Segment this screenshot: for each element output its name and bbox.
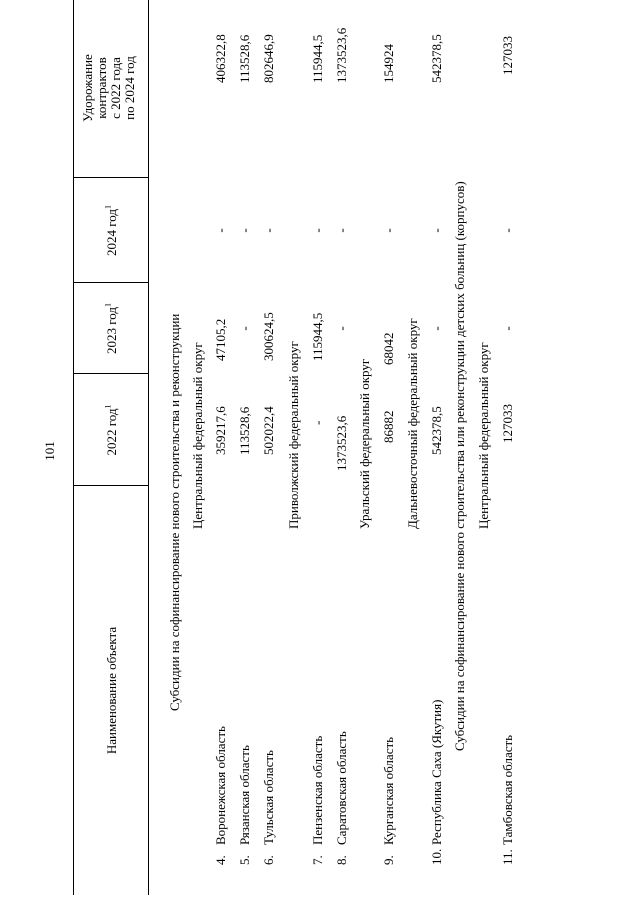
- header-cost-line1: Удорожание: [80, 54, 95, 122]
- page-number: 101: [41, 441, 57, 461]
- value-2023: 115944,5: [310, 312, 325, 361]
- value-2023: 300624,5: [261, 312, 276, 361]
- row-name: Рязанская область: [237, 745, 252, 845]
- value-2023: -: [237, 326, 252, 331]
- row-number: 10.: [429, 848, 444, 865]
- value-total: 154924: [381, 44, 396, 83]
- row-name: Курганская область: [381, 736, 396, 845]
- value-2022: 502022,4: [261, 406, 276, 455]
- value-2023: 47105,2: [213, 318, 228, 361]
- row-number: 6.: [261, 855, 276, 865]
- value-2024: -: [500, 228, 515, 233]
- value-2024: -: [334, 228, 349, 233]
- value-total: 406322,8: [213, 34, 228, 83]
- row-number: 5.: [237, 855, 252, 865]
- value-2023: -: [500, 326, 515, 331]
- section-heading: Субсидии на софинансирование нового строительства и реконструкции: [167, 313, 182, 711]
- header-bottom-rule: [148, 0, 149, 895]
- value-2023: -: [429, 326, 444, 331]
- value-total: 115944,5: [310, 34, 325, 83]
- value-total: 127033: [500, 36, 515, 75]
- value-2022: 86882: [381, 410, 396, 443]
- section-heading: Субсидии на софинансирование нового строительства или реконструкции детских больниц (корпусов): [452, 181, 467, 751]
- row-name: Тульская область: [261, 750, 276, 845]
- value-total: 113528,6: [237, 34, 252, 83]
- value-2022: -: [310, 420, 325, 425]
- row-name: Саратовская область: [334, 731, 349, 845]
- row-name: Республика Саха (Якутия): [429, 699, 444, 845]
- row-name: Пензенская область: [310, 735, 325, 845]
- header-cost-line2: контрактов: [94, 57, 109, 119]
- value-2022: 127033: [500, 404, 515, 443]
- value-2023: 68042: [381, 332, 396, 365]
- row-name: Тамбовская область: [500, 734, 515, 845]
- row-number: 9.: [381, 855, 396, 865]
- value-total: 802646,9: [261, 34, 276, 83]
- header-2023: 2023 год$^1$: [103, 303, 119, 354]
- value-2024: -: [237, 228, 252, 233]
- row-name: Воронежская область: [213, 726, 228, 845]
- district-heading: Уральский федеральный округ: [357, 358, 372, 529]
- value-2022: 359217,6: [213, 406, 228, 455]
- value-2024: -: [429, 228, 444, 233]
- header-cost-line4: по 2024 год: [122, 56, 137, 120]
- row-number: 11.: [500, 849, 515, 865]
- value-2023: -: [334, 326, 349, 331]
- table-top-rule: [73, 0, 74, 895]
- header-2024: 2024 год$^1$: [103, 205, 119, 256]
- district-heading: Центральный федеральный округ: [476, 342, 491, 529]
- value-total: 1373523,6: [334, 27, 349, 83]
- value-2022: 542378,5: [429, 406, 444, 455]
- row-number: 4.: [213, 855, 228, 865]
- header-cost-line3: с 2022 года: [108, 57, 123, 119]
- district-heading: Дальневосточный федеральный округ: [405, 318, 420, 529]
- value-2022: 113528,6: [237, 406, 252, 455]
- value-2024: -: [261, 228, 276, 233]
- row-number: 8.: [334, 855, 349, 865]
- value-total: 542378,5: [429, 34, 444, 83]
- district-heading: Центральный федеральный округ: [190, 342, 205, 529]
- value-2024: -: [381, 228, 396, 233]
- value-2024: -: [213, 228, 228, 233]
- row-number: 7.: [310, 855, 325, 865]
- value-2022: 1373523,6: [334, 415, 349, 471]
- header-name: Наименование объекта: [104, 626, 119, 755]
- header-2022: 2022 год$^1$: [103, 404, 119, 456]
- district-heading: Приволжский федеральный округ: [286, 341, 301, 529]
- value-2024: -: [310, 228, 325, 233]
